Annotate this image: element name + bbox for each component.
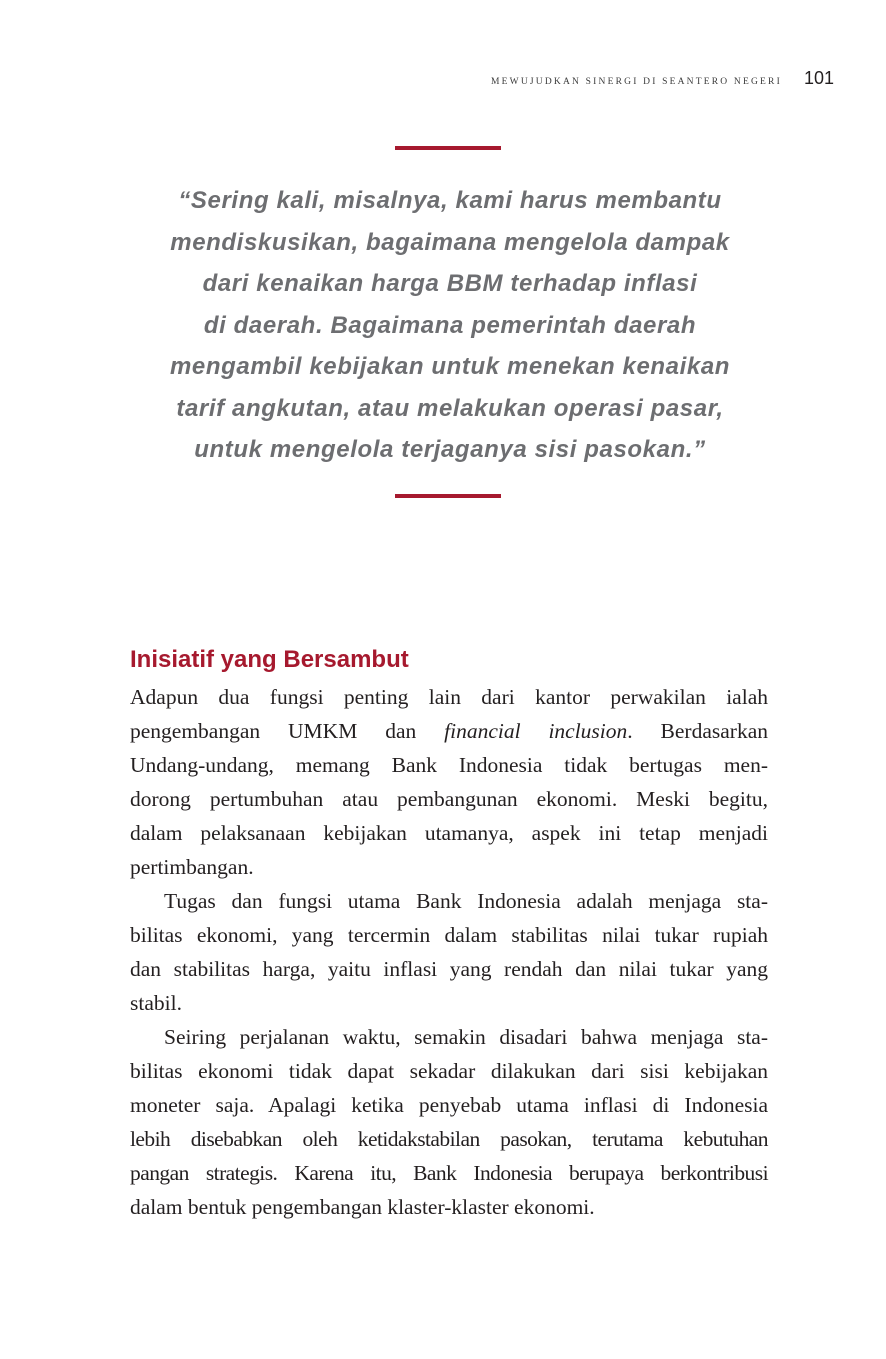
paragraph-text: . Berdasarkan [627, 719, 768, 743]
running-head [491, 68, 834, 89]
paragraph-3 [130, 1020, 768, 1224]
pull-quote-line: untuk mengelola terjaganya sisi pasokan.” [194, 436, 706, 463]
paragraph-line: Adapun dua fungsi penting lain dari kantor perwakilan ialah [130, 685, 768, 709]
paragraph-line: stabil. [130, 991, 182, 1015]
page-number: 101 [803, 68, 834, 88]
paragraph-line: dorong pertumbuhan atau pembangunan ekonomi. Meski begitu, [130, 787, 768, 811]
pull-quote-line: dari kenaikan harga BBM terhadap inflasi [202, 270, 698, 297]
paragraph-line: bilitas ekonomi tidak dapat sekadar dilakukan dari sisi kebijakan [130, 1059, 768, 1083]
paragraph-line: pertimbangan. [130, 855, 254, 879]
paragraph-line: pangan strategis. Karena itu, Bank Indonesia berupaya berkontribusi [130, 1161, 768, 1185]
pull-quote-line: mendiskusikan, bagaimana mengelola dampak [170, 228, 730, 256]
italic-term: financial inclusion [444, 719, 628, 743]
paragraph-1 [130, 680, 768, 884]
paragraph-line: Undang-undang, memang Bank Indonesia tidak bertugas men- [130, 753, 768, 777]
pull-quote-line: mengambil kebijakan untuk menekan kenaikan [169, 353, 731, 380]
paragraph-line: bilitas ekonomi, yang tercermin dalam stabilitas nilai tukar rupiah [130, 923, 768, 947]
paragraph-line: lebih disebabkan oleh ketidakstabilan pasokan, terutama kebutuhan [130, 1127, 768, 1151]
paragraph-line: Seiring perjalanan waktu, semakin disadari bahwa menjaga sta- [164, 1025, 768, 1049]
paragraph-line: dalam bentuk pengembangan klaster-klaster ekonomi. [130, 1195, 595, 1219]
paragraph-line [130, 714, 768, 748]
section-heading: Inisiatif yang Bersambut [130, 646, 409, 673]
pull-quote-line: “Sering kali, misalnya, kami harus membantu [178, 187, 722, 214]
paragraph-2 [130, 884, 768, 1020]
paragraph-line: dan stabilitas harga, yaitu inflasi yang rendah dan nilai tukar yang [130, 957, 768, 981]
running-head-title: MEWUJUDKAN SINERGI DI SEANTERO NEGERI [491, 77, 782, 87]
paragraph-text: pengembangan UMKM dan [130, 719, 445, 743]
pull-quote-bottom-rule [395, 494, 501, 498]
pull-quote-line: di daerah. Bagaimana pemerintah daerah [203, 311, 697, 339]
paragraph-line: moneter saja. Apalagi ketika penyebab utama inflasi di Indonesia [130, 1093, 768, 1117]
paragraph-line: Tugas dan fungsi utama Bank Indonesia adalah menjaga sta- [164, 889, 768, 913]
section-body [130, 680, 768, 1224]
paragraph-line: dalam pelaksanaan kebijakan utamanya, aspek ini tetap menjadi [130, 821, 768, 845]
pull-quote [150, 180, 750, 471]
pull-quote-line: tarif angkutan, atau melakukan operasi pasar, [176, 394, 724, 422]
pull-quote-top-rule [395, 146, 501, 150]
